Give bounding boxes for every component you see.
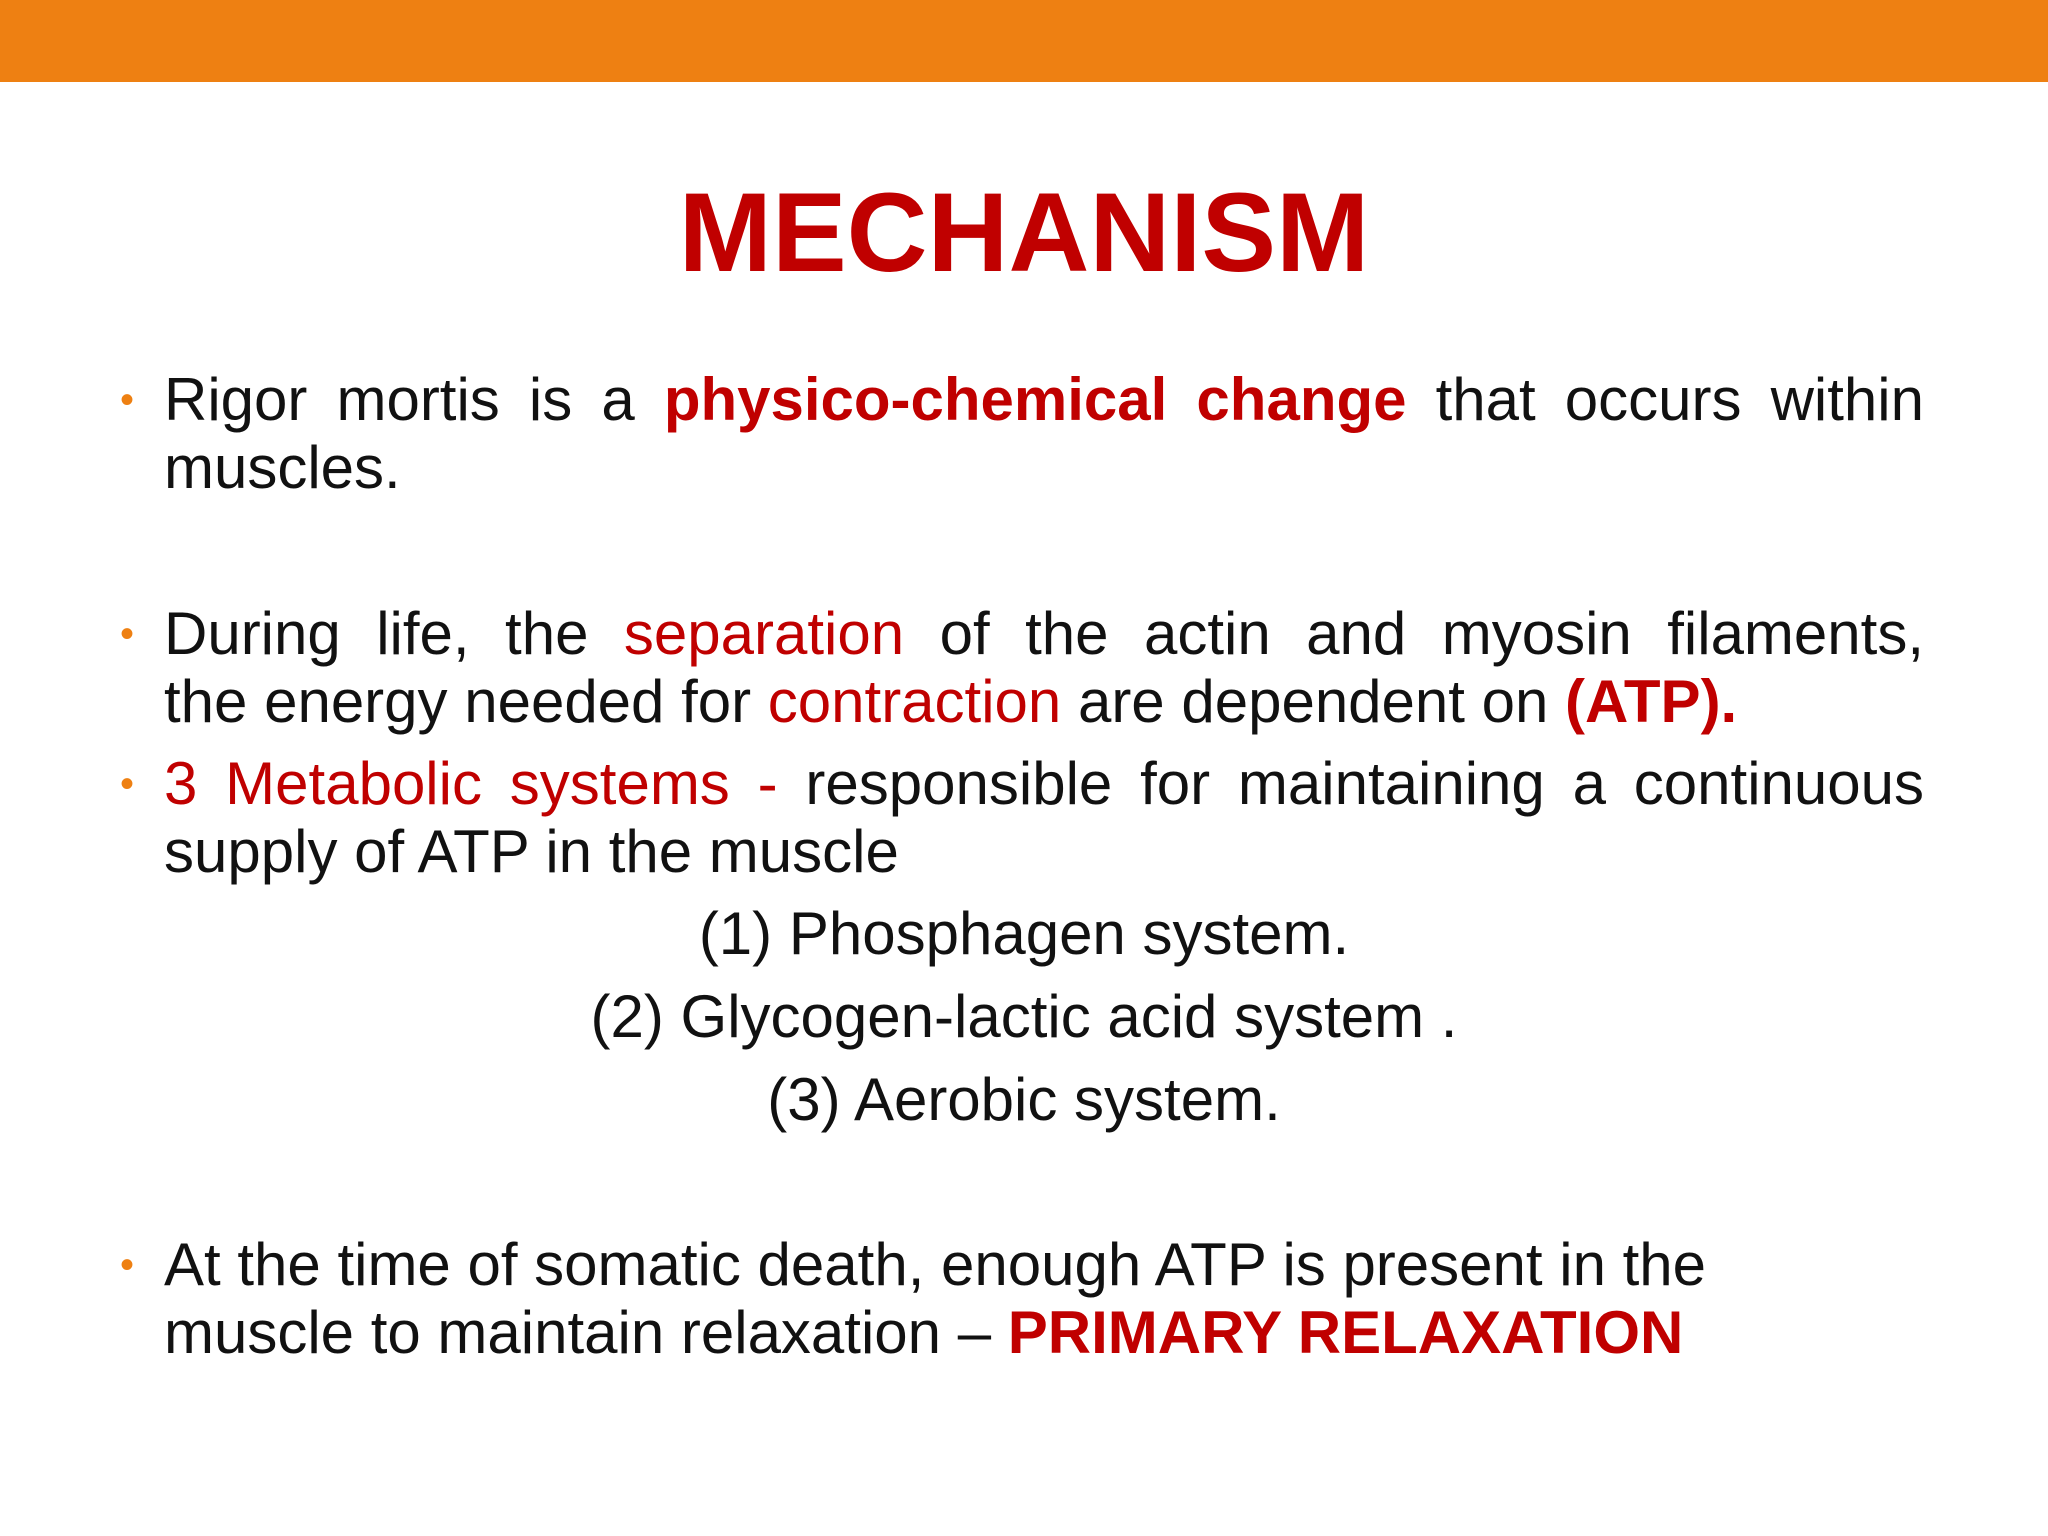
bullet-text-line2: supply of ATP in the muscle [164,818,899,885]
bullet-rigor-mortis [120,366,1924,502]
bullet-text: are dependent on [1061,668,1566,735]
bullet-text: responsible for maintaining a continuous [777,750,1924,817]
bullet-text: muscle to maintain relaxation – [164,1299,1008,1366]
bullet-dot-icon: • [120,1243,135,1287]
slide-title: MECHANISM [678,170,1370,295]
bullet-text-line2 [164,668,1924,736]
bullet-during-life [120,600,1924,736]
top-accent-bar [0,0,2048,82]
bullet-dot-icon: • [120,378,135,422]
bullet-text: At the time of somatic death, enough ATP is present in the [164,1231,1707,1298]
highlight-text: separation [623,600,905,667]
bullet-text: the energy needed for [164,668,768,735]
highlight-text: (ATP). [1565,668,1738,735]
highlight-text: contraction [767,668,1062,735]
bullet-text: of the actin and myosin filaments, [904,600,1924,667]
bullet-dot-icon: • [120,612,135,656]
system-item-aerobic: (3) Aerobic system. [767,1066,1281,1133]
bullet-text: Rigor mortis is a [164,366,664,433]
highlight-text: PRIMARY RELAXATION [1007,1299,1684,1366]
highlight-text: physico-chemical change [663,366,1407,433]
bullet-text: During life, the [164,600,624,667]
bullet-text: that occurs within [1406,366,1924,433]
bullet-dot-icon: • [120,762,135,806]
highlight-text: 3 Metabolic systems - [164,750,778,817]
bullet-text-line2: muscles. [164,434,401,501]
system-item-phosphagen: (1) Phosphagen system. [698,900,1350,967]
system-item-glycogen: (2) Glycogen-lactic acid system . [590,983,1458,1050]
bullet-metabolic-systems [120,750,1924,886]
bullet-somatic-death [120,1231,1924,1367]
